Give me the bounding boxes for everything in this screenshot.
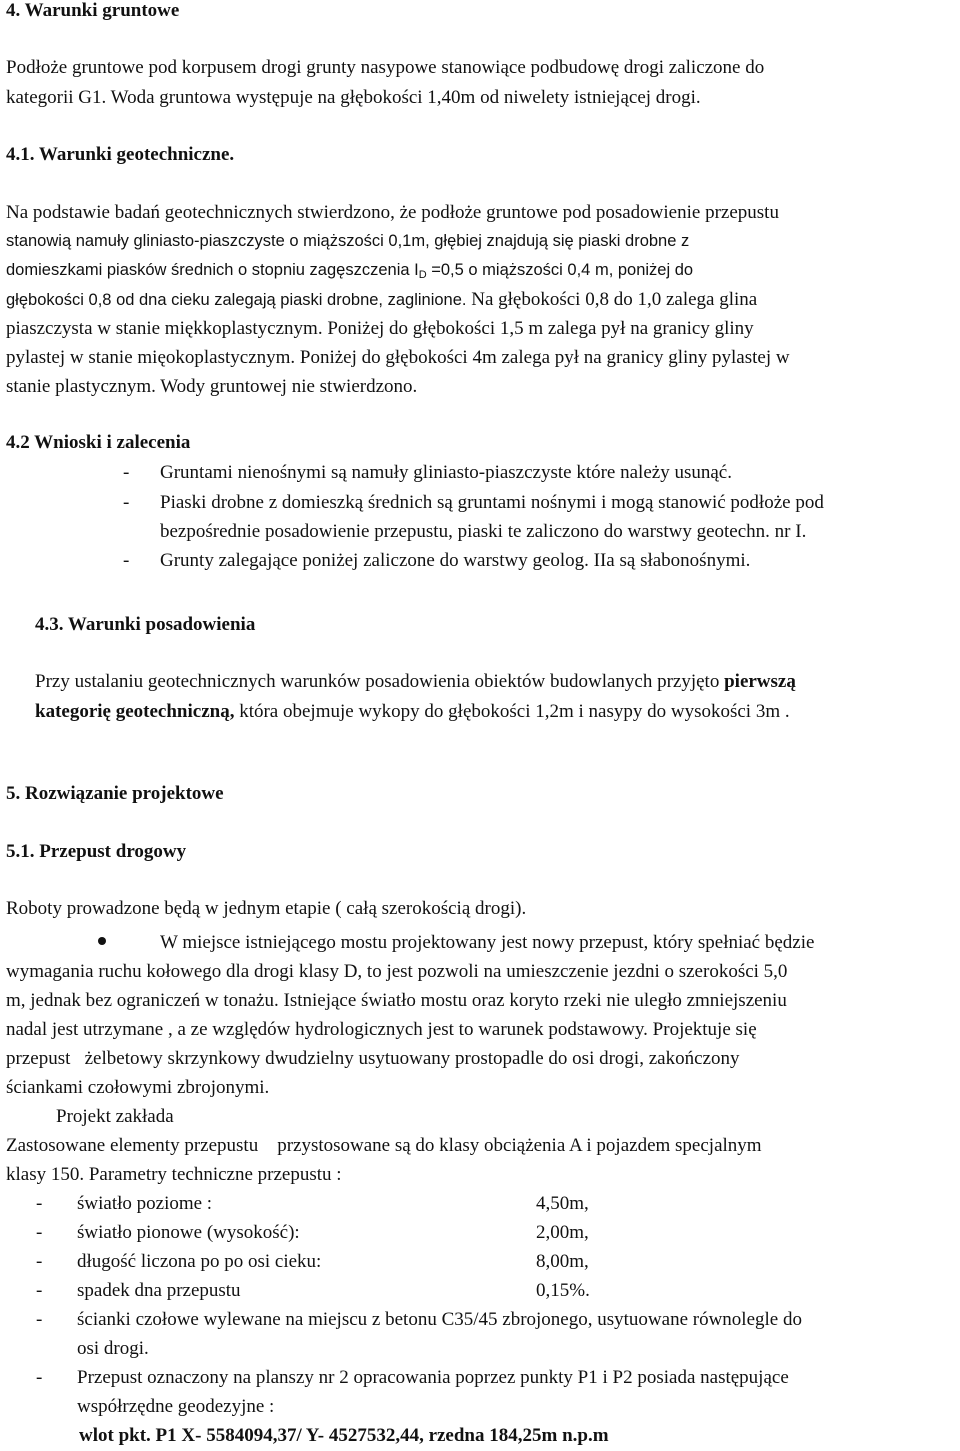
- section-4-paragraph-line: kategorii G1. Woda gruntowa występuje na głębokości 1,40m od niwelety istniejącej drogi.: [6, 87, 701, 108]
- geotech-line: stanowią namuły gliniasto-piaszczyste o miąższości 0,1m, głębiej znajdują się piaski drobne z: [6, 232, 690, 250]
- elements-line: Zastosowane elementy przepustu przystosowane są do klasy obciążenia A i pojazdem specjalnym: [6, 1135, 762, 1156]
- section-4-paragraph-line: Podłoże gruntowe pod korpusem drogi grunty nasypowe stanowiące podbudowę drogi zaliczone do: [6, 57, 765, 78]
- list-dash: -: [123, 550, 130, 571]
- list-dash: -: [123, 462, 130, 483]
- inlet-coordinates: wlot pkt. P1 X- 5584094,37/ Y- 4527532,44, rzedna 184,25m n.p.m: [79, 1425, 609, 1446]
- bullet-paragraph-line: wymagania ruchu kołowego dla drogi klasy D, to jest pozwoli na umieszczenie jezdni o szerokości 5,0: [6, 961, 788, 982]
- bullet-paragraph-line: nadal jest utrzymane , a ze względów hydrologicznych jest to warunek podstawowy. Projektuje się: [6, 1019, 757, 1040]
- section-5-heading: 5. Rozwiązanie projektowe: [6, 783, 224, 804]
- list-dash: -: [36, 1280, 43, 1301]
- project-assumes: Projekt zakłada: [56, 1106, 174, 1127]
- foundation-line: kategorię geotechniczną, która obejmuje wykopy do głębokości 1,2m i nasypy do wysokości 3m .: [35, 701, 790, 722]
- foundation-line: Przy ustalaniu geotechnicznych warunków posadowienia obiektów budowlanych przyjęto pierwszą: [35, 671, 796, 692]
- geotech-line: stanie plastycznym. Wody gruntowej nie stwierdzono.: [6, 376, 418, 397]
- conclusion-item: - Gruntami nienośnymi są namuły gliniasto-piaszczyste które należy usunąć.: [123, 458, 956, 488]
- parameter-label: światło pionowe (wysokość):: [77, 1222, 300, 1243]
- parameter-row: - Przepust oznaczony na planszy nr 2 opracowania poprzez punkty P1 i P2 posiada następujące: [36, 1363, 956, 1393]
- bullet-paragraph-line: m, jednak bez ograniczeń w tonażu. Istniejące światło mostu oraz koryto rzeki nie uległo zmniejszeniu: [6, 990, 787, 1011]
- parameter-continuation: współrzędne geodezyjne :: [77, 1396, 275, 1417]
- geotech-line: domieszkami piasków średnich o stopniu zagęszczenia $I_D =0,5$ o miąższości 0,4 m, poniżej do: [6, 261, 694, 281]
- geotech-line: głębokości 0,8 od dna cieku zalegają piaski drobne, zaglinione. Na głębokości 0,8 do 1,0 zalega glina: [6, 289, 758, 310]
- section-4-3-heading: 4.3. Warunki posadowienia: [35, 614, 256, 635]
- subscript-d: D: [418, 269, 427, 281]
- list-dash: -: [36, 1193, 43, 1214]
- parameter-row: - ścianki czołowe wylewane na miejscu z betonu C35/45 zbrojonego, usytuowane równolegle do: [36, 1305, 956, 1335]
- section-4-heading: 4. Warunki gruntowe: [6, 0, 180, 21]
- geotech-line: pylastej w stanie mięokoplastycznym. Poniżej do głębokości 4m zalega pył na granicy gliny pylastej w: [6, 347, 790, 368]
- list-dash: -: [36, 1367, 43, 1388]
- parameter-label: spadek dna przepustu: [77, 1280, 241, 1301]
- bullet-paragraph-line: ściankami czołowymi zbrojonymi.: [6, 1077, 270, 1098]
- works-line: Roboty prowadzone będą w jednym etapie ( całą szerokością drogi).: [6, 898, 527, 919]
- conclusion-item: - Piaski drobne z domieszką średnich są gruntami nośnymi i mogą stanowić podłoże pod: [123, 488, 956, 518]
- list-dash: -: [36, 1222, 43, 1243]
- elements-line: klasy 150. Parametry techniczne przepustu :: [6, 1164, 342, 1185]
- conclusion-item: - Grunty zalegające poniżej zaliczone do warstwy geolog. IIa są słabonośnymi.: [123, 546, 956, 576]
- parameter-continuation: osi drogi.: [77, 1338, 149, 1359]
- geotech-line: Na podstawie badań geotechnicznych stwierdzono, że podłoże gruntowe pod posadowienie przepustu: [6, 202, 779, 223]
- parameter-label: długość liczona po po osi cieku:: [77, 1251, 322, 1272]
- bullet-icon: [98, 937, 106, 945]
- bullet-paragraph-line: przepust żelbetowy skrzynkowy dwudzielny usytuowany prostopadle do osi drogi, zakończony: [6, 1048, 740, 1069]
- parameter-label: światło poziome :: [77, 1193, 213, 1214]
- geotech-line: piaszczysta w stanie miękkoplastycznym. Poniżej do głębokości 1,5 m zalega pył na granicy gliny: [6, 318, 754, 339]
- parameter-value: 2,00m,: [536, 1222, 589, 1243]
- section-5-1-heading: 5.1. Przepust drogowy: [6, 841, 187, 862]
- bullet-paragraph-first-line: W miejsce istniejącego mostu projektowany jest nowy przepust, który spełniać będzie: [6, 928, 956, 958]
- parameter-value: 0,15%.: [536, 1280, 590, 1301]
- list-dash: -: [123, 492, 130, 513]
- list-dash: -: [36, 1309, 43, 1330]
- section-4-2-heading: 4.2 Wnioski i zalecenia: [6, 432, 191, 453]
- parameter-value: 4,50m,: [536, 1193, 589, 1214]
- list-dash: -: [36, 1251, 43, 1272]
- conclusion-item-continuation: bezpośrednie posadowienie przepustu, piaski te zaliczono do warstwy geotechn. nr I.: [160, 521, 807, 542]
- section-4-1-heading: 4.1. Warunki geotechniczne.: [6, 144, 235, 165]
- parameter-value: 8,00m,: [536, 1251, 589, 1272]
